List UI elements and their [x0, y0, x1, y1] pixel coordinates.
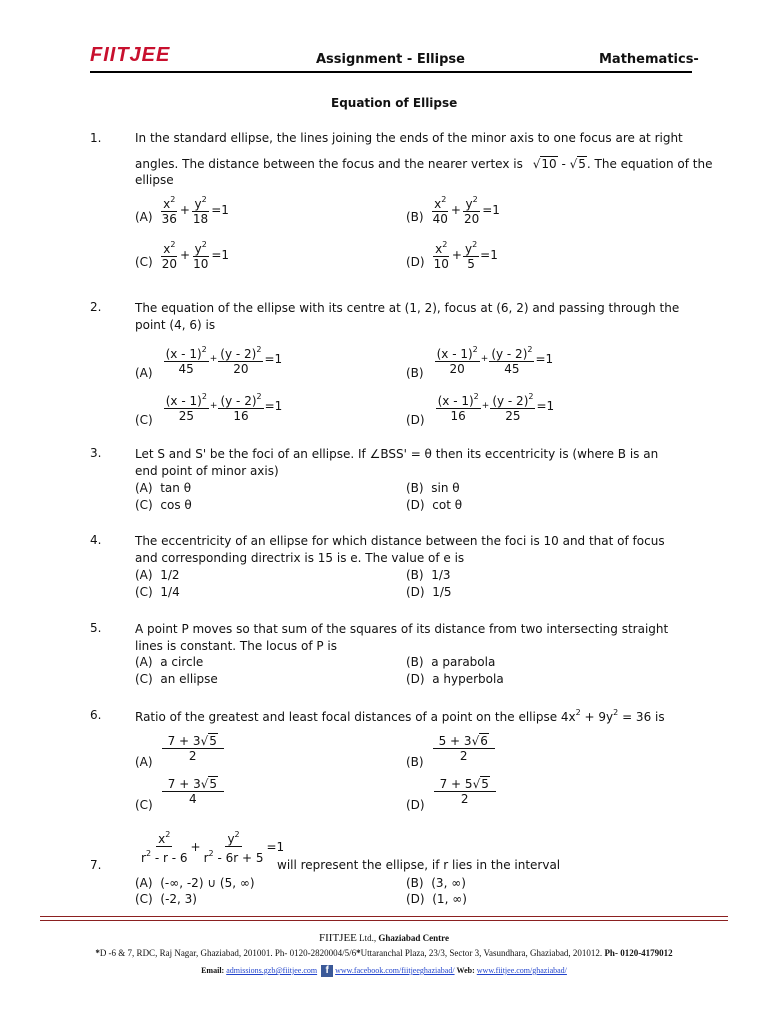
question-text: In the standard ellipse, the lines joining the ends of the minor axis to one focus are at right	[135, 131, 683, 145]
header-rule	[90, 71, 692, 73]
option-b[interactable]: (B) $\frac{(x - 1)^2}{20}$ + $\frac{(y - 2)^2}{45}$ =1	[406, 344, 554, 380]
question-text: Let S and S' be the foci of an ellipse. If ∠BSS' = θ then its eccentricity is (where B is an end point of minor axis)	[135, 447, 659, 478]
option-c[interactable]: (C) an ellipse	[135, 672, 218, 686]
question-number: 2.	[90, 300, 102, 314]
question-number: 4.	[90, 533, 102, 547]
web-link[interactable]: www.fiitjee.com/ghaziabad/	[476, 965, 567, 975]
option-a[interactable]: (A) tan θ	[135, 481, 192, 495]
option-c[interactable]: (C) $\frac{x^2}{20}$ + $\frac{y^2}{10}$ =1	[135, 240, 230, 271]
option-d[interactable]: (D) a hyperbola	[406, 672, 504, 686]
footer-company: FIITJEE Ltd., Ghaziabad Centre	[319, 932, 449, 944]
question-number: 7.	[90, 858, 102, 872]
question-number: 3.	[90, 446, 102, 460]
question-text: ellipse	[135, 173, 174, 187]
option-c[interactable]: (C) (-2, 3)	[135, 892, 197, 906]
question-text: The eccentricity of an ellipse for which distance between the foci is 10 and that of focus and corresponding directrix is 15 is e. The value of e is	[135, 534, 665, 565]
footer-contacts: Email: admissions.gzb@fiitjee.com f www.facebook.com/fiitjeeghaziabad/ Web: www.fiitjee.com/ghaziabad/	[201, 965, 567, 976]
option-c[interactable]: (C) 1/4	[135, 585, 180, 599]
question-expression: $\frac{x^2}{r^2 - r - 6}$ + $\frac{y^2}{r^2 - 6r + 5}$ =1	[141, 830, 285, 865]
question-number: 1.	[90, 131, 102, 145]
fiitjee-logo: FIITJEE	[90, 44, 171, 66]
facebook-link[interactable]: www.facebook.com/fiitjeeghaziabad/	[335, 965, 455, 975]
option-d[interactable]: (D) $\frac{7 + 5√5}{2}$	[406, 770, 497, 812]
option-b[interactable]: (B) 1/3	[406, 568, 451, 582]
option-a[interactable]: (A) $\frac{7 + 3√5}{2}$	[135, 727, 225, 769]
footer-address: *D -6 & 7, RDC, Raj Nagar, Ghaziabad, 201001. Ph- 0120-2820004/5/6*Uttaranchal Plaza, 23/3, Sector 3, Vasundhara, Ghaziabad, 201012. Ph- 0120-4179012	[95, 948, 673, 958]
option-d[interactable]: (D) cot θ	[406, 498, 463, 512]
question-text: A point P moves so that sum of the squares of its distance from two intersecting straight lines is constant. The locus of P is	[135, 622, 669, 653]
question-text: Ratio of the greatest and least focal distances of a point on the ellipse $4x^2 + 9y^2 = 36$ is	[135, 708, 665, 724]
facebook-icon: f	[321, 965, 333, 977]
option-d[interactable]: (D) $\frac{(x - 1)^2}{16}$ + $\frac{(y - 2)^2}{25}$ =1	[406, 391, 555, 427]
question-number: 6.	[90, 708, 102, 722]
option-a[interactable]: (A) 1/2	[135, 568, 180, 582]
question-number: 5.	[90, 621, 102, 635]
section-title: Equation of Ellipse	[331, 96, 458, 110]
assignment-title: Assignment - Ellipse	[316, 52, 465, 67]
option-d[interactable]: (D) (1, ∞)	[406, 892, 467, 906]
option-b[interactable]: (B) sin θ	[406, 481, 460, 495]
question-text: The equation of the ellipse with its centre at (1, 2), focus at (6, 2) and passing through the point (4, 6) is	[135, 301, 680, 332]
subject-label: Mathematics-	[599, 52, 699, 67]
option-b[interactable]: (B) $\frac{5 + 3√6}{2}$	[406, 727, 496, 769]
option-b[interactable]: (B) $\frac{x^2}{40}$ + $\frac{y^2}{20}$ =1	[406, 195, 500, 226]
option-b[interactable]: (B) a parabola	[406, 655, 496, 669]
option-a[interactable]: (A) $\frac{(x - 1)^2}{45}$ + $\frac{(y - 2)^2}{20}$ =1	[135, 344, 283, 380]
option-d[interactable]: (D) $\frac{x^2}{10}$ + $\frac{y^2}{5}$ =1	[406, 240, 498, 271]
question-text: will represent the ellipse, if r lies in the interval	[277, 858, 561, 872]
question-text: angles. The distance between the focus and the nearer vertex is √10 - √5. The equation of the	[135, 157, 713, 171]
option-c[interactable]: (C) cos θ	[135, 498, 192, 512]
footer-rule	[40, 920, 728, 921]
option-a[interactable]: (A) a circle	[135, 655, 204, 669]
option-a[interactable]: (A) $\frac{x^2}{36}$ + $\frac{y^2}{18}$ =1	[135, 195, 229, 226]
email-link[interactable]: admissions.gzb@fiitjee.com	[226, 965, 318, 975]
option-c[interactable]: (C) $\frac{(x - 1)^2}{25}$ + $\frac{(y - 2)^2}{16}$ =1	[135, 391, 283, 427]
option-d[interactable]: (D) 1/5	[406, 585, 452, 599]
footer-rule	[40, 916, 728, 917]
option-a[interactable]: (A) (-∞, -2) ∪ (5, ∞)	[135, 876, 255, 890]
option-c[interactable]: (C) $\frac{7 + 3√5}{4}$	[135, 770, 225, 812]
option-b[interactable]: (B) (3, ∞)	[406, 876, 466, 890]
